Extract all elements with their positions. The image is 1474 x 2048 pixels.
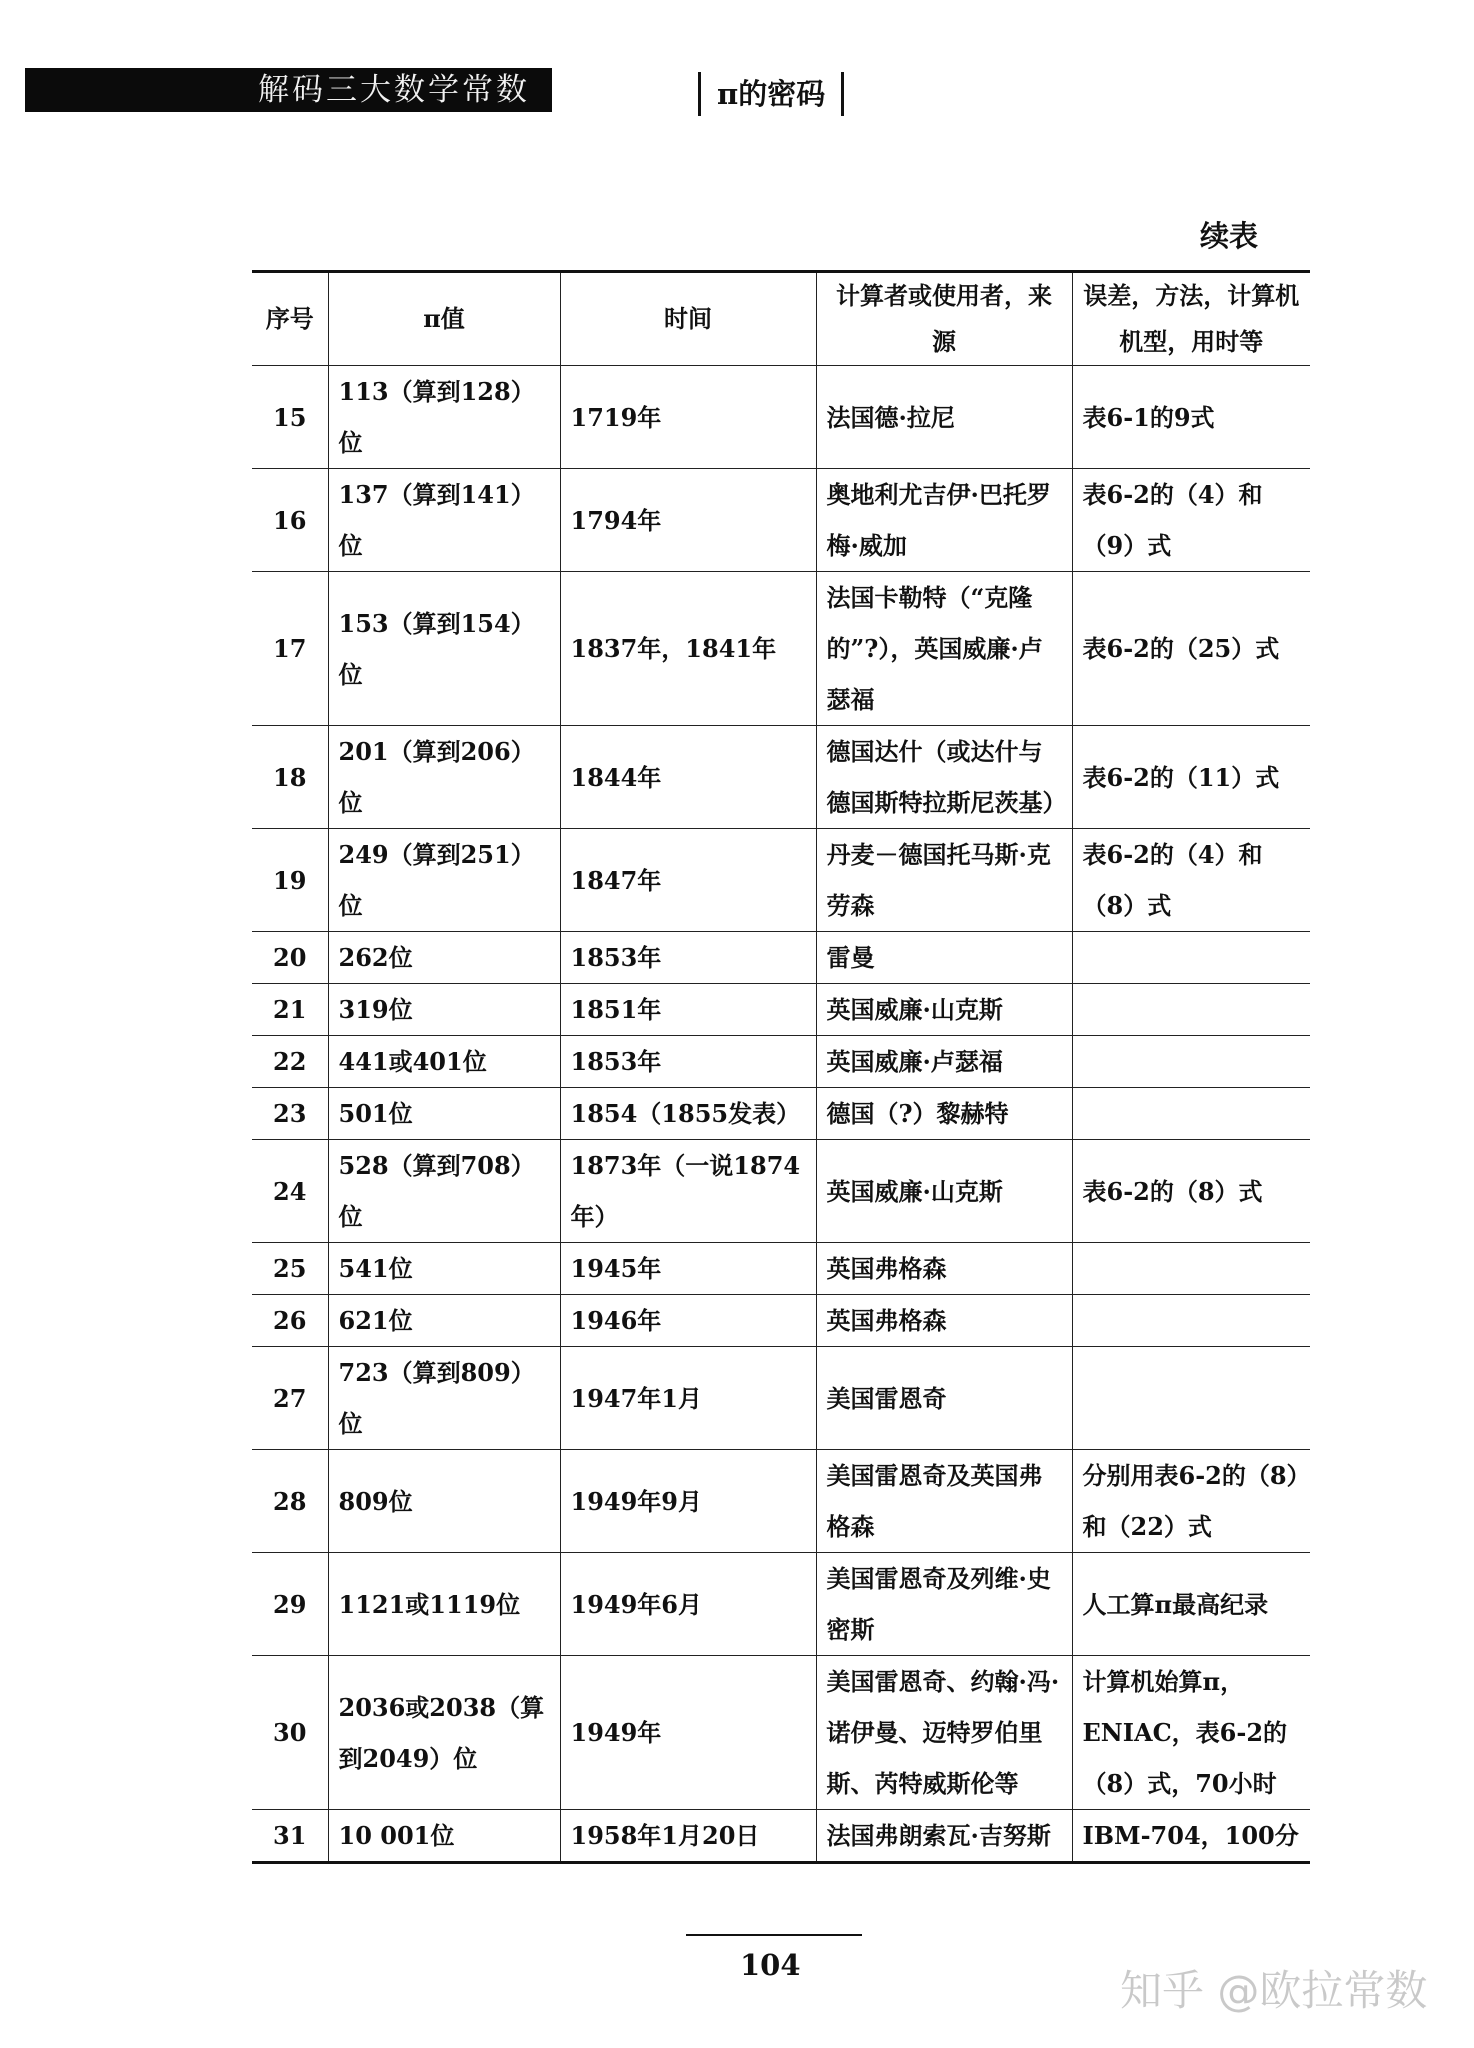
table-row bbox=[252, 1295, 1310, 1347]
notes-cell bbox=[1072, 1347, 1310, 1450]
time-cell: 1854（1855发表） bbox=[560, 1088, 816, 1140]
row-number-cell: 22 bbox=[252, 1036, 328, 1088]
time-cell: 1853年 bbox=[560, 1036, 816, 1088]
computer-cell: 美国雷恩奇及列维·史密斯 bbox=[816, 1553, 1072, 1656]
table-row bbox=[252, 1450, 1310, 1553]
time-cell: 1949年 bbox=[560, 1656, 816, 1810]
row-number-cell: 18 bbox=[252, 726, 328, 829]
computer-cell: 法国卡勒特（“克隆的”?），英国威廉·卢瑟福 bbox=[816, 572, 1072, 726]
time-cell: 1847年 bbox=[560, 829, 816, 932]
digits-cell: 723（算到809）位 bbox=[328, 1347, 560, 1450]
chapter-title: π的密码 bbox=[698, 72, 844, 116]
table-row bbox=[252, 726, 1310, 829]
digits-cell: 137（算到141）位 bbox=[328, 469, 560, 572]
digits-cell: 249（算到251）位 bbox=[328, 829, 560, 932]
time-cell: 1844年 bbox=[560, 726, 816, 829]
computer-cell: 英国弗格森 bbox=[816, 1243, 1072, 1295]
watermark: 知乎 @欧拉常数 bbox=[1120, 1966, 1428, 2015]
notes-cell: 表6-1的9式 bbox=[1072, 366, 1310, 469]
notes-cell bbox=[1072, 1295, 1310, 1347]
computer-cell: 美国雷恩奇及英国弗格森 bbox=[816, 1450, 1072, 1553]
header-cell: 序号 bbox=[252, 272, 328, 366]
computer-cell: 雷曼 bbox=[816, 932, 1072, 984]
digits-cell: 113（算到128）位 bbox=[328, 366, 560, 469]
computer-cell: 法国德·拉尼 bbox=[816, 366, 1072, 469]
digits-cell: 541位 bbox=[328, 1243, 560, 1295]
table-row bbox=[252, 829, 1310, 932]
time-cell: 1946年 bbox=[560, 1295, 816, 1347]
computer-cell: 德国达什（或达什与德国斯特拉斯尼茨基） bbox=[816, 726, 1072, 829]
computer-cell: 英国威廉·山克斯 bbox=[816, 1140, 1072, 1243]
computer-cell: 美国雷恩奇 bbox=[816, 1347, 1072, 1450]
row-number-cell: 20 bbox=[252, 932, 328, 984]
book-title-bar: 解码三大数学常数 bbox=[25, 68, 552, 112]
table-row bbox=[252, 1140, 1310, 1243]
row-number-cell: 30 bbox=[252, 1656, 328, 1810]
notes-cell bbox=[1072, 1088, 1310, 1140]
row-number-cell: 23 bbox=[252, 1088, 328, 1140]
time-cell: 1837年，1841年 bbox=[560, 572, 816, 726]
header-cell: 误差，方法，计算机机型，用时等 bbox=[1072, 272, 1310, 366]
notes-cell: 表6-2的（8）式 bbox=[1072, 1140, 1310, 1243]
time-cell: 1947年1月 bbox=[560, 1347, 816, 1450]
row-number-cell: 26 bbox=[252, 1295, 328, 1347]
table-row bbox=[252, 932, 1310, 984]
digits-cell: 621位 bbox=[328, 1295, 560, 1347]
table-row bbox=[252, 1347, 1310, 1450]
notes-cell: 表6-2的（11）式 bbox=[1072, 726, 1310, 829]
notes-cell bbox=[1072, 1243, 1310, 1295]
header-cell: 计算者或使用者，来源 bbox=[816, 272, 1072, 366]
computer-cell: 英国威廉·卢瑟福 bbox=[816, 1036, 1072, 1088]
row-number-cell: 27 bbox=[252, 1347, 328, 1450]
time-cell: 1853年 bbox=[560, 932, 816, 984]
notes-cell bbox=[1072, 984, 1310, 1036]
table-row bbox=[252, 1656, 1310, 1810]
computer-cell: 美国雷恩奇、约翰·冯·诺伊曼、迈特罗伯里斯、芮特威斯伦等 bbox=[816, 1656, 1072, 1810]
digits-cell: 319位 bbox=[328, 984, 560, 1036]
header-cell: π值 bbox=[328, 272, 560, 366]
digits-cell: 1121或1119位 bbox=[328, 1553, 560, 1656]
row-number-cell: 28 bbox=[252, 1450, 328, 1553]
row-number-cell: 17 bbox=[252, 572, 328, 726]
row-number-cell: 19 bbox=[252, 829, 328, 932]
table-row bbox=[252, 1810, 1310, 1863]
digits-cell: 153（算到154）位 bbox=[328, 572, 560, 726]
notes-cell bbox=[1072, 1036, 1310, 1088]
digits-cell: 10 001位 bbox=[328, 1810, 560, 1863]
notes-cell bbox=[1072, 932, 1310, 984]
notes-cell: 表6-2的（4）和（9）式 bbox=[1072, 469, 1310, 572]
computer-cell: 法国弗朗索瓦·吉努斯 bbox=[816, 1810, 1072, 1863]
page-number: 104 bbox=[740, 1948, 801, 1982]
row-number-cell: 31 bbox=[252, 1810, 328, 1863]
table-body bbox=[252, 366, 1310, 1863]
computer-cell: 丹麦－德国托马斯·克劳森 bbox=[816, 829, 1072, 932]
computer-cell: 奥地利尤吉伊·巴托罗梅·威加 bbox=[816, 469, 1072, 572]
notes-cell: 分别用表6-2的（8）和（22）式 bbox=[1072, 1450, 1310, 1553]
table-row bbox=[252, 1553, 1310, 1656]
table-row bbox=[252, 469, 1310, 572]
row-number-cell: 16 bbox=[252, 469, 328, 572]
digits-cell: 201（算到206）位 bbox=[328, 726, 560, 829]
digits-cell: 2036或2038（算到2049）位 bbox=[328, 1656, 560, 1810]
notes-cell: 表6-2的（25）式 bbox=[1072, 572, 1310, 726]
time-cell: 1873年（一说1874年） bbox=[560, 1140, 816, 1243]
continued-label: 续表 bbox=[1200, 219, 1259, 253]
notes-cell: IBM-704，100分 bbox=[1072, 1810, 1310, 1863]
table-row bbox=[252, 1088, 1310, 1140]
notes-cell: 计算机始算π，ENIAC，表6-2的（8）式，70小时 bbox=[1072, 1656, 1310, 1810]
header-cell: 时间 bbox=[560, 272, 816, 366]
digits-cell: 809位 bbox=[328, 1450, 560, 1553]
pi-history-table bbox=[252, 270, 1310, 1864]
time-cell: 1949年9月 bbox=[560, 1450, 816, 1553]
row-number-cell: 24 bbox=[252, 1140, 328, 1243]
time-cell: 1794年 bbox=[560, 469, 816, 572]
time-cell: 1851年 bbox=[560, 984, 816, 1036]
time-cell: 1945年 bbox=[560, 1243, 816, 1295]
page-number-rule bbox=[686, 1934, 862, 1936]
digits-cell: 501位 bbox=[328, 1088, 560, 1140]
digits-cell: 528（算到708）位 bbox=[328, 1140, 560, 1243]
row-number-cell: 29 bbox=[252, 1553, 328, 1656]
row-number-cell: 15 bbox=[252, 366, 328, 469]
table-row bbox=[252, 572, 1310, 726]
table-row bbox=[252, 1036, 1310, 1088]
time-cell: 1719年 bbox=[560, 366, 816, 469]
computer-cell: 英国弗格森 bbox=[816, 1295, 1072, 1347]
computer-cell: 德国（?）黎赫特 bbox=[816, 1088, 1072, 1140]
table-row bbox=[252, 366, 1310, 469]
table-row bbox=[252, 984, 1310, 1036]
notes-cell: 表6-2的（4）和（8）式 bbox=[1072, 829, 1310, 932]
notes-cell: 人工算π最高纪录 bbox=[1072, 1553, 1310, 1656]
table-row bbox=[252, 1243, 1310, 1295]
row-number-cell: 21 bbox=[252, 984, 328, 1036]
computer-cell: 英国威廉·山克斯 bbox=[816, 984, 1072, 1036]
time-cell: 1958年1月20日 bbox=[560, 1810, 816, 1863]
table-header-row bbox=[252, 272, 1310, 366]
row-number-cell: 25 bbox=[252, 1243, 328, 1295]
time-cell: 1949年6月 bbox=[560, 1553, 816, 1656]
digits-cell: 441或401位 bbox=[328, 1036, 560, 1088]
digits-cell: 262位 bbox=[328, 932, 560, 984]
